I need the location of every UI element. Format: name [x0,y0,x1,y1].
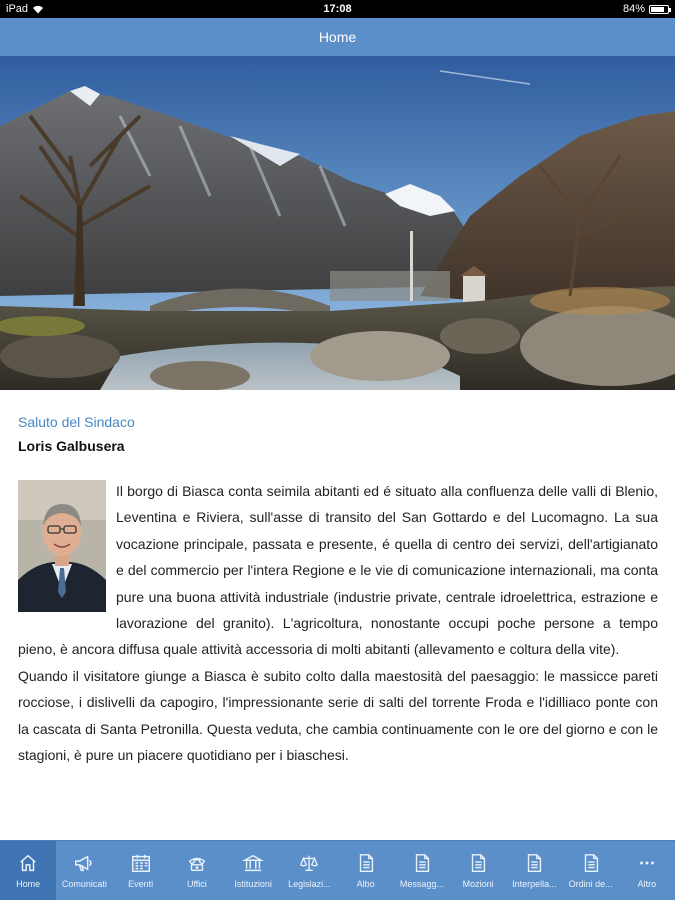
tab-ordini[interactable] [563,841,619,900]
landscape-illustration [0,56,675,390]
tab-legislazione[interactable] [281,841,337,900]
status-bar [0,0,675,18]
section-title: Saluto del Sindaco [18,414,135,430]
tab-uffici[interactable] [169,841,225,900]
body-text [18,478,658,768]
title-bar [0,18,675,56]
tab-label: Home [16,879,41,889]
device-name: iPad [6,3,29,15]
mayor-photo [18,480,106,612]
bottom-tab-bar [0,840,675,900]
tab-label: Interpella... [512,879,557,889]
tab-albo[interactable] [338,841,394,900]
tab-mozioni[interactable] [450,841,506,900]
more-icon [636,852,658,874]
battery-icon [649,5,669,14]
scales-icon [298,852,320,874]
tab-label: Comunicati [61,879,107,889]
tab-label: Legislazi... [288,879,331,889]
calendar-icon [130,852,152,874]
tab-altro[interactable] [619,841,675,900]
wifi-icon [32,4,44,14]
tab-label: Uffici [186,879,207,889]
mayor-name: Loris Galbusera [18,438,125,454]
tab-istituzioni[interactable] [225,841,281,900]
tab-label: Ordini de... [568,879,613,889]
battery-fill [651,7,664,12]
battery-percent: 84% [622,3,645,15]
phone-icon [186,852,208,874]
main-content [0,390,675,840]
status-right [623,3,669,15]
tab-messaggi[interactable] [394,841,450,900]
document-icon [580,852,602,874]
hero-image [0,56,675,390]
tab-comunicati[interactable] [56,841,112,900]
tab-label: Eventi [128,879,154,889]
tab-label: Mozioni [462,879,494,889]
institution-icon [242,852,264,874]
status-time: 17:08 [323,3,352,15]
paragraph-2: Quando il visitatore giunge a Biasca è subito colto dalla maestosità del paesaggio: le massicce pareti rocciose, i dislivelli da capogiro, l'impressionante serie di salti del torrente Froda e l'idilliaco ponte con la cascata di Santa Petronilla. Questa veduta, che cambia continuamente con le ore del giorno e con le stagioni, è pure un piacere quotidiano per i biaschesi. [18,667,658,764]
tab-label: Albo [356,879,375,889]
tab-label: Messagg... [399,879,444,889]
status-left [6,3,44,15]
megaphone-icon [73,852,95,874]
document-icon [355,852,377,874]
tab-eventi[interactable] [113,841,169,900]
tab-label: Altro [637,879,657,889]
document-icon [467,852,489,874]
home-icon [17,852,39,874]
document-icon [411,852,433,874]
paragraph-1: Il borgo di Biasca conta seimila abitanti ed é situato alla confluenza delle valli di Blenio, Leventina e Riviera, sull'asse di transito del San Gottardo e del Lucomagno. La sua vocazione principale, passata e presente, é quella di centro dei servizi, dell'artigianato e del commercio per l'intera Regione e le vie di comunicazione internazionali, ma conta pure una buona attività industriale (industrie private, centrale idroelettrica, estrazione e lavorazione del granito). L'agricoltura, nonostante occupi poche persone a tempo pieno, è ancora diffusa quale attività accessoria di molti abitanti (allevamento e coltura della vite). [18,483,658,658]
tab-interpellanze[interactable] [506,841,562,900]
tab-home[interactable] [0,841,56,900]
document-icon [523,852,545,874]
page-title: Home [318,29,357,45]
tab-label: Istituzioni [234,879,272,889]
